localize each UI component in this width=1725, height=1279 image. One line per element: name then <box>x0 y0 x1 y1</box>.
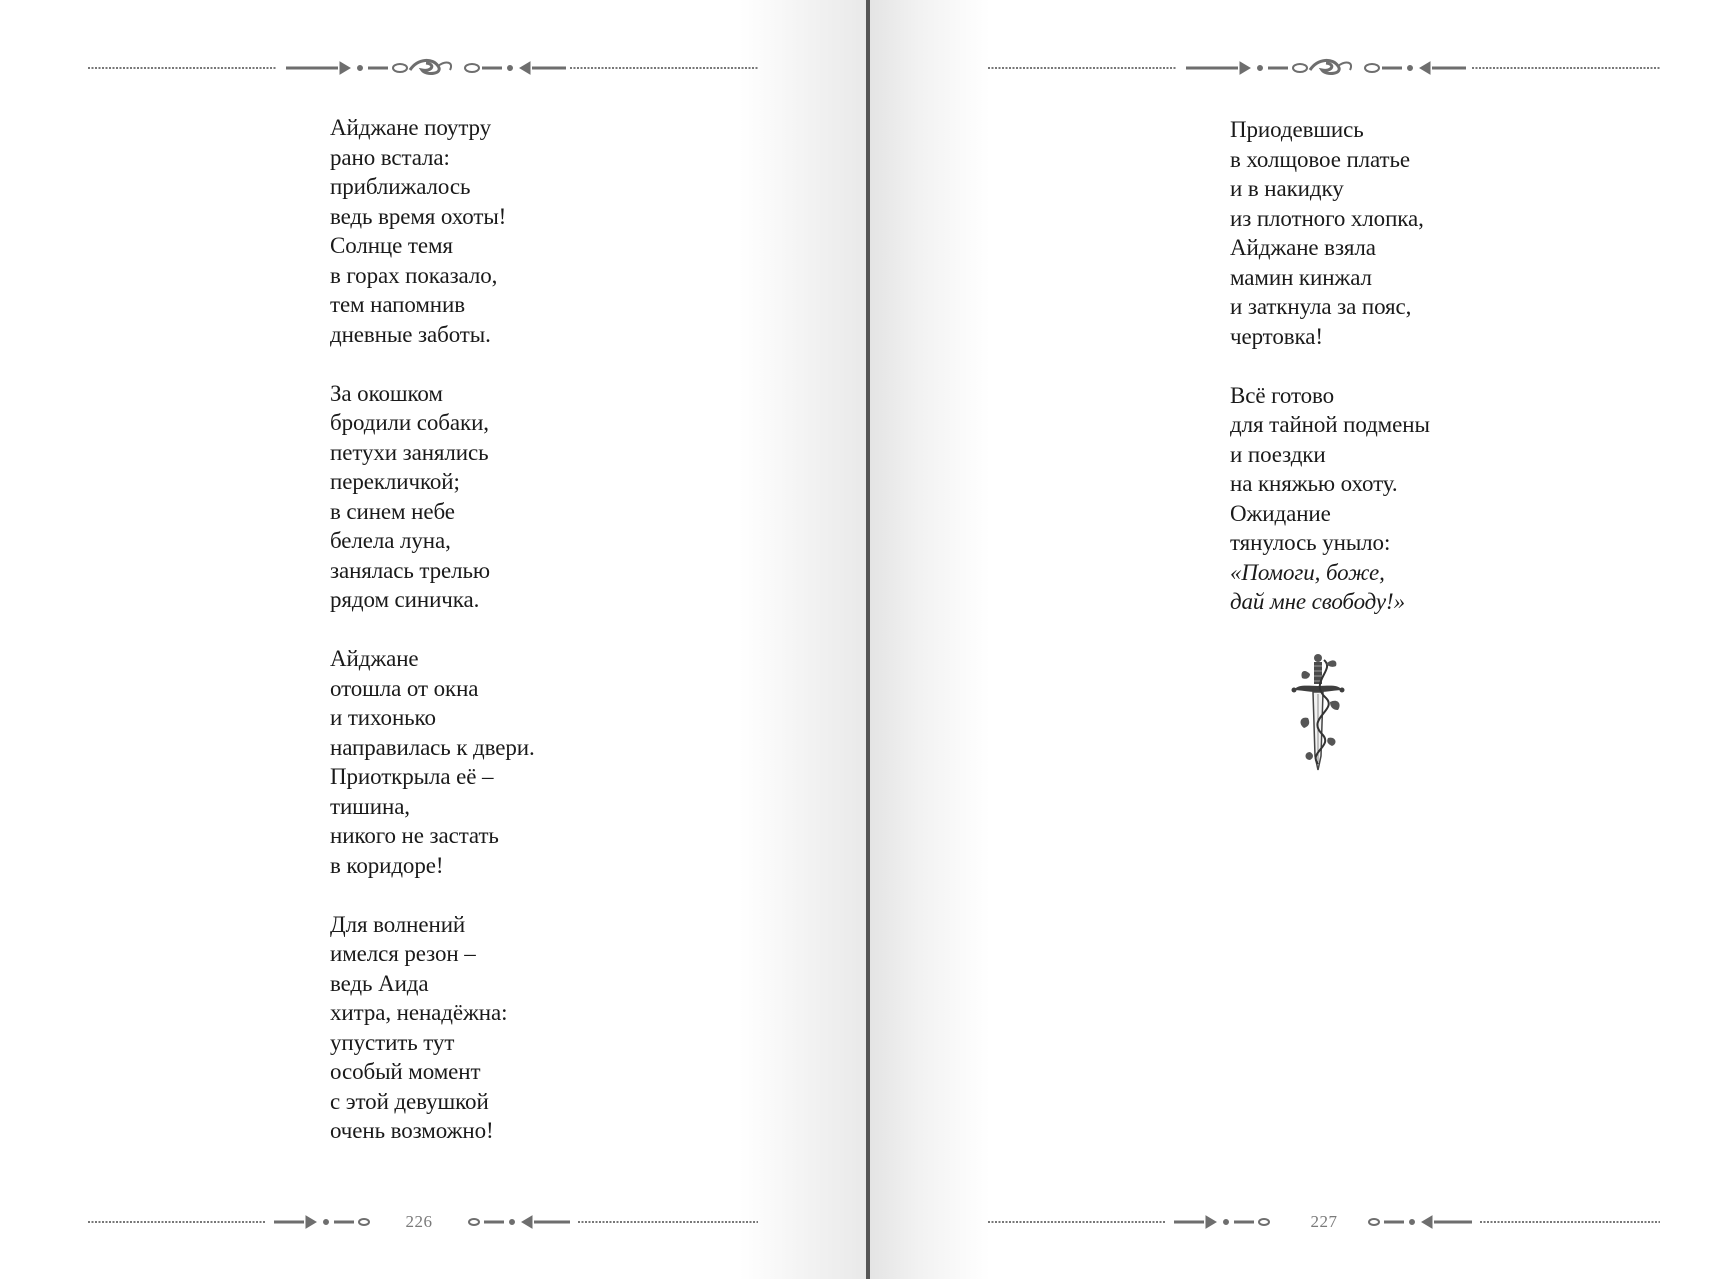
stanza <box>330 644 535 880</box>
verse-line: для тайной подмены <box>1230 412 1430 437</box>
verse-line: петухи занялись <box>330 439 489 465</box>
verse-line: с этой девушкой <box>330 1088 489 1114</box>
verse-line: Всё готово <box>1230 382 1335 408</box>
verse-line: в коридоре! <box>330 852 444 878</box>
verse-line: в холщовое платье <box>1230 146 1411 172</box>
verse-line: рядом синичка. <box>330 587 480 612</box>
verse-line: За окошком <box>330 380 443 406</box>
verse-line: и тихонько <box>330 705 436 730</box>
page-number-right: 227 <box>1310 1212 1338 1231</box>
verse-line: на княжью охоту. <box>1230 471 1398 496</box>
verse-line: Айджане поутру <box>330 115 492 140</box>
verse-line: упустить тут <box>330 1029 455 1055</box>
header-ornament-right <box>988 58 1660 78</box>
stanza <box>1230 381 1430 617</box>
verse-line: особый момент <box>330 1059 481 1084</box>
verse-line: белела луна, <box>330 528 451 553</box>
verse-line: Айджане взяла <box>1230 235 1376 260</box>
verse-line: в синем небе <box>330 498 455 524</box>
verse-line: и в накидку <box>1230 176 1344 201</box>
verse-line: и поездки <box>1230 441 1326 467</box>
flourish-divider-icon <box>88 58 758 78</box>
verse-line: имелся резон – <box>330 941 476 966</box>
verse-line: ведь Аида <box>330 970 429 996</box>
verse-line: в горах показало, <box>330 262 498 288</box>
verse-line: направилась к двери. <box>330 734 535 760</box>
verse-line: тем напомнив <box>330 292 465 317</box>
verse-line: Приодевшись <box>1230 117 1364 142</box>
verse-line: Для волнений <box>330 911 466 937</box>
verse-line: отошла от окна <box>330 675 479 701</box>
header-ornament-left <box>88 58 758 78</box>
flourish-divider-icon <box>988 58 1660 78</box>
verse-line: перекличкой; <box>330 469 460 494</box>
verse-line: занялась трелью <box>330 557 491 583</box>
stanza <box>330 910 535 1146</box>
verse-line: из плотного хлопка, <box>1230 205 1424 231</box>
verse-line: приближалось <box>330 174 471 199</box>
stanza <box>1230 115 1430 351</box>
verse-line-italic: дай мне свободу!» <box>1230 589 1405 614</box>
verse-line: рано встала: <box>330 144 450 170</box>
verse-line: очень возможно! <box>330 1118 494 1143</box>
verse-line: тянулось уныло: <box>1230 530 1391 555</box>
verse-line-italic: «Помоги, боже, <box>1230 559 1385 585</box>
verse-line: Приоткрыла её – <box>330 764 494 789</box>
dagger-with-vine-icon <box>1288 652 1348 779</box>
stanza <box>330 113 535 349</box>
verse-line: чертовка! <box>1230 323 1323 349</box>
right-page-verse <box>1230 115 1430 646</box>
verse-line: Солнце темя <box>330 233 453 258</box>
right-page <box>870 0 1725 1279</box>
verse-line: бродили собаки, <box>330 410 489 435</box>
verse-line: никого не застать <box>330 823 499 848</box>
stanza <box>330 379 535 615</box>
verse-line: тишина, <box>330 793 410 819</box>
verse-line: и заткнула за пояс, <box>1230 294 1412 319</box>
verse-line: ведь время охоты! <box>330 203 507 229</box>
verse-line: Айджане <box>330 646 419 671</box>
verse-line: дневные заботы. <box>330 321 491 347</box>
verse-line: Ожидание <box>1230 500 1331 526</box>
page-number-left: 226 <box>405 1212 433 1231</box>
verse-line: мамин кинжал <box>1230 264 1372 290</box>
left-page-verse <box>330 113 535 1175</box>
verse-line: хитра, ненадёжна: <box>330 1000 508 1025</box>
